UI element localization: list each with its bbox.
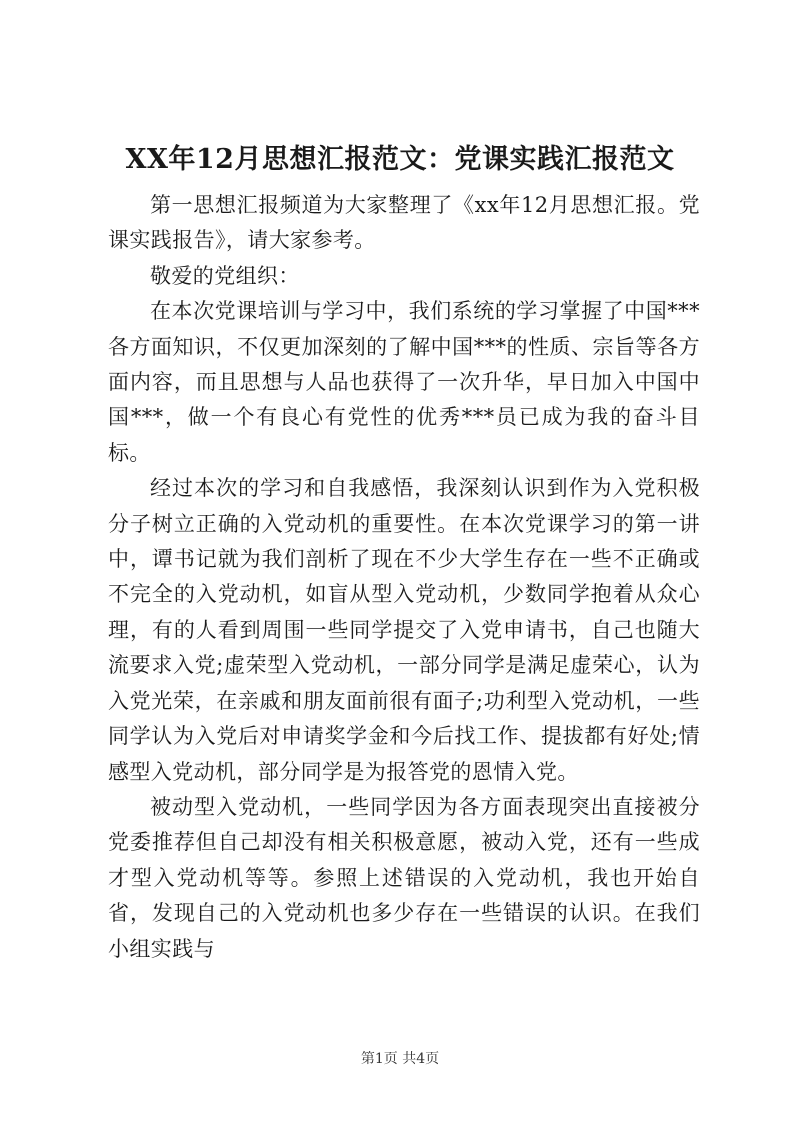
- document-body: [108, 188, 700, 967]
- intro-paragraph: 第一思想汇报频道为大家整理了《xx年12月思想汇报。党课实践报告》，请大家参考。: [108, 193, 700, 253]
- salutation: 敬爱的党组织：: [150, 263, 300, 288]
- body-paragraph: 经过本次的学习和自我感悟，我深刻认识到作为入党积极分子树立正确的入党动机的重要性。在本次党课学习的第一讲中，谭书记就为我们剖析了现在不少大学生存在一些不正确或不完全的入党动机，如盲从型入党动机，少数同学抱着从众心理，有的人看到周围一些同学提交了入党申请书，自己也随大流要求入党;虚荣型入党动机，一部分同学是满足虚荣心，认为入党光荣，在亲戚和朋友面前很有面子;功利型入党动机，一些同学认为入党后对申请奖学金和今后找工作、提拔都有好处;情感型入党动机，部分同学是为报答党的恩情入党。: [108, 476, 700, 784]
- document-title: XX年12月思想汇报范文：党课实践汇报范文: [125, 144, 675, 175]
- body-paragraph: 在本次党课培训与学习中，我们系统的学习掌握了中国***各方面知识，不仅更加深刻的了解中国***的性质、宗旨等各方面内容，而且思想与人品也获得了一次升华，早日加入中国中国***，做一个有良心有党性的优秀***员已成为我的奋斗目标。: [108, 299, 700, 465]
- page-number-footer: 第1页 共4页: [360, 1051, 440, 1067]
- body-paragraph: 被动型入党动机，一些同学因为各方面表现突出直接被分党委推荐但自己却没有相关积极意愿，被动入党，还有一些成才型入党动机等等。参照上述错误的入党动机，我也开始自省，发现自己的入党动机也多少存在一些错误的认识。在我们小组实践与: [108, 794, 700, 961]
